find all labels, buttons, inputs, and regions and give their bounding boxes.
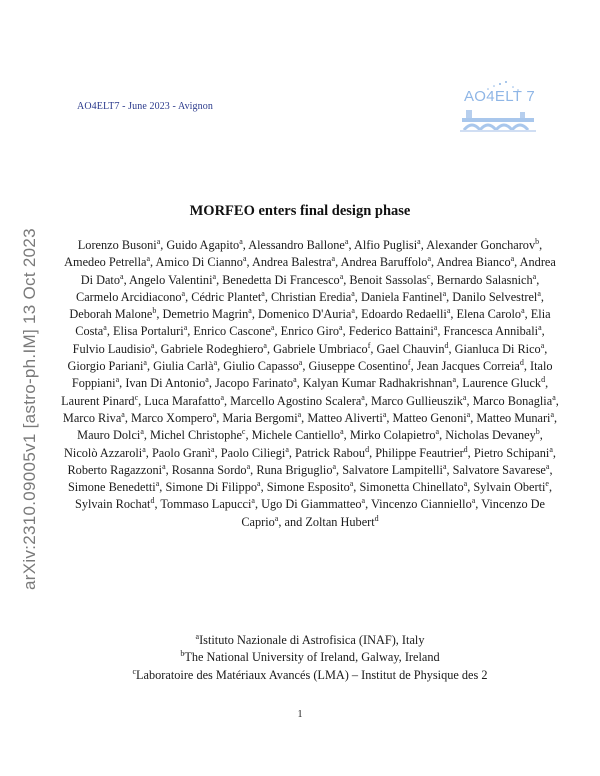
author-name bbox=[166, 238, 242, 252]
author-name bbox=[248, 238, 348, 252]
author-text: Matteo Genoni bbox=[392, 410, 467, 425]
author-text: Alexander Goncharov bbox=[426, 238, 536, 252]
author-text: Vincenzo Cianniello bbox=[371, 497, 472, 512]
author-affiliation-mark: a bbox=[156, 236, 161, 246]
author-name bbox=[371, 497, 475, 511]
author-text: Salvatore Savarese bbox=[452, 462, 546, 477]
author-name bbox=[307, 411, 386, 425]
author-affiliation-mark: c bbox=[241, 427, 246, 437]
author-text: Marco Bonaglia bbox=[472, 393, 553, 408]
author-affiliation-mark: b bbox=[535, 427, 540, 437]
author-affiliation-mark: a bbox=[120, 271, 124, 281]
author-name bbox=[350, 428, 439, 442]
author-affiliation-mark: a bbox=[462, 392, 467, 402]
author-name bbox=[131, 411, 216, 425]
author-affiliation-mark: a bbox=[121, 409, 125, 419]
author-text: Laurent Pinard bbox=[61, 393, 135, 408]
author-text: Gianluca Di Rico bbox=[454, 341, 541, 356]
author-name bbox=[163, 307, 252, 321]
author-text: Angelo Valentini bbox=[129, 272, 213, 287]
author-name bbox=[67, 359, 147, 373]
author-text: Amico Di Cianno bbox=[155, 255, 243, 270]
author-affiliation-mark: d bbox=[444, 340, 449, 350]
author-text: Simone Di Filippo bbox=[165, 480, 257, 495]
author-name bbox=[361, 290, 446, 304]
author-text: Giorgio Pariani bbox=[67, 359, 144, 374]
author-affiliation-mark: a bbox=[293, 375, 297, 385]
author-affiliation-mark: a bbox=[332, 461, 337, 471]
author-affiliation-mark: a bbox=[538, 323, 542, 333]
author-name bbox=[161, 342, 267, 356]
author-affiliation-mark: a bbox=[239, 236, 243, 246]
author-text: Elena Carolo bbox=[456, 307, 522, 322]
author-name bbox=[473, 394, 556, 408]
author-name bbox=[75, 497, 154, 511]
author-affiliation-mark: a bbox=[246, 461, 251, 471]
arxiv-identifier: arXiv:2310.09005v1 [astro-ph.IM] 13 Oct 2023 bbox=[20, 228, 39, 590]
author-affiliation-mark: a bbox=[248, 306, 252, 316]
author-name bbox=[437, 273, 537, 287]
author-text: Laurence Gluck bbox=[462, 376, 542, 391]
author-affiliation-mark: a bbox=[270, 323, 275, 333]
author-text: Alfio Puglisi bbox=[353, 238, 418, 252]
author-affiliation-mark: a bbox=[349, 479, 354, 489]
author-affiliation-mark: a bbox=[331, 254, 336, 264]
author-affiliation-mark: a bbox=[550, 409, 555, 419]
author-text: Giulio Capasso bbox=[223, 359, 299, 374]
author-name bbox=[455, 342, 545, 356]
author-affiliation-mark: a bbox=[417, 236, 421, 246]
author-affiliation-mark: a bbox=[142, 444, 146, 454]
author-affiliation-mark: a bbox=[339, 323, 343, 333]
author-name bbox=[281, 324, 343, 338]
author-affiliation-mark: d bbox=[463, 444, 468, 454]
author-text: Nicholas Devaney bbox=[445, 428, 536, 443]
author-name bbox=[267, 480, 354, 494]
author-text: Andrea Balestra bbox=[251, 255, 332, 270]
author-name bbox=[61, 394, 138, 408]
author-affiliation-mark: a bbox=[435, 427, 440, 437]
author-name bbox=[444, 324, 542, 338]
author-text: Jacopo Farinato bbox=[214, 376, 294, 391]
author-text: Matteo Munari bbox=[476, 410, 551, 425]
author-name bbox=[76, 290, 185, 304]
author-affiliation-mark: f bbox=[367, 340, 371, 350]
affiliation-key: a bbox=[195, 631, 200, 641]
author-text: Michel Christophe bbox=[150, 428, 242, 443]
author-affiliation-mark: a bbox=[521, 306, 525, 316]
author-affiliation-mark: a bbox=[285, 444, 289, 454]
affiliation-text: Laboratoire des Matériaux Avancés (LMA) – Institut de Physique des 2 bbox=[136, 667, 488, 682]
author-text: Fulvio Laudisio bbox=[72, 341, 151, 356]
author-affiliation-mark: a bbox=[220, 392, 224, 402]
author-name bbox=[453, 463, 550, 477]
author-affiliation-mark: a bbox=[212, 409, 217, 419]
author-text: Italo Foppiani bbox=[71, 359, 553, 391]
author-text: Maria Bergomi bbox=[222, 410, 298, 425]
author-affiliation-mark: a bbox=[213, 357, 218, 367]
author-affiliation-mark: b bbox=[535, 236, 540, 246]
author-affiliation-mark: a bbox=[340, 427, 344, 437]
author-name bbox=[222, 273, 343, 287]
author-name bbox=[473, 480, 549, 494]
author-text: Gabriele Umbriaco bbox=[273, 341, 368, 356]
author-affiliation-mark: a bbox=[274, 513, 279, 523]
author-text: Deborah Malone bbox=[69, 307, 153, 322]
author-affiliation-mark: a bbox=[297, 409, 302, 419]
author-text: Vincenzo De Caprio bbox=[241, 497, 546, 529]
author-affiliation-mark: d bbox=[541, 375, 546, 385]
author-affiliation-mark: a bbox=[382, 409, 387, 419]
author-name bbox=[165, 480, 260, 494]
author-text: Simone Esposito bbox=[266, 480, 350, 495]
author-affiliation-mark: a bbox=[181, 288, 186, 298]
author-text: Benedetta Di Francesco bbox=[222, 272, 340, 287]
author-affiliation-mark: a bbox=[446, 306, 451, 316]
author-text: Giuseppe Cosentino bbox=[308, 359, 408, 374]
author-text: Giulia Carlà bbox=[153, 359, 214, 374]
affiliation-key: b bbox=[180, 649, 185, 659]
author-name bbox=[191, 290, 265, 304]
author-text: Federico Battaini bbox=[348, 324, 434, 339]
author-text: Patrick Rabou bbox=[295, 445, 366, 460]
author-affiliation-mark: a bbox=[344, 236, 349, 246]
author-text: Danilo Selvestrel bbox=[452, 289, 538, 304]
affiliation-line bbox=[60, 632, 560, 649]
author-affiliation-mark: a bbox=[361, 496, 366, 506]
author-name bbox=[150, 428, 245, 442]
author-text: Domenico D'Auria bbox=[257, 307, 352, 322]
author-affiliation-mark: a bbox=[115, 375, 120, 385]
author-affiliation-mark: d bbox=[150, 496, 155, 506]
author-affiliation-mark: a bbox=[537, 288, 541, 298]
affiliation-line bbox=[60, 667, 560, 684]
author-affiliation-mark: a bbox=[442, 288, 447, 298]
affiliation-text: The National University of Ireland, Galway, Ireland bbox=[184, 650, 440, 665]
author-affiliation-mark: a bbox=[552, 392, 556, 402]
author-text: Roberto Ragazzoni bbox=[67, 462, 163, 477]
author-text: Simonetta Chinellato bbox=[359, 480, 464, 495]
author-affiliation-mark: a bbox=[162, 461, 166, 471]
author-text: Ugo Di Giammatteo bbox=[261, 497, 362, 512]
author-name bbox=[215, 376, 297, 390]
author-affiliation-mark: a bbox=[549, 444, 553, 454]
author-text: Kalyan Kumar Radhakrishnan bbox=[302, 376, 453, 391]
author-affiliation-mark: a bbox=[532, 271, 537, 281]
author-affiliation-mark: a bbox=[205, 375, 209, 385]
affiliation-key: c bbox=[132, 666, 137, 676]
author-text: Christian Eredia bbox=[270, 289, 352, 304]
page-number: 1 bbox=[297, 709, 303, 720]
author-name bbox=[349, 273, 430, 287]
author-text: Andrea Bianco bbox=[436, 255, 511, 270]
author-text: Amedeo Petrella bbox=[64, 255, 147, 270]
author-name bbox=[258, 307, 355, 321]
author-name bbox=[125, 376, 209, 390]
author-text: Marco Xompero bbox=[131, 410, 213, 425]
author-name bbox=[417, 359, 524, 373]
author-name bbox=[77, 428, 144, 442]
author-text: Sylvain Rochat bbox=[74, 497, 151, 512]
author-affiliation-mark: a bbox=[140, 427, 144, 437]
author-name bbox=[474, 446, 553, 460]
author-name bbox=[354, 238, 421, 252]
author-name bbox=[252, 428, 344, 442]
author-name bbox=[193, 324, 274, 338]
author-affiliation-mark: a bbox=[540, 340, 545, 350]
author-text: Enrico Giro bbox=[280, 324, 340, 339]
affiliation-line bbox=[60, 649, 560, 666]
author-name bbox=[156, 255, 247, 269]
author-affiliation-mark: a bbox=[463, 479, 468, 489]
author-affiliation-mark: a bbox=[339, 271, 344, 281]
affiliation-list bbox=[60, 632, 560, 684]
author-affiliation-mark: a bbox=[257, 479, 261, 489]
author-name bbox=[273, 342, 370, 356]
author-affiliation-mark: e bbox=[545, 479, 549, 489]
author-affiliation-mark: a bbox=[433, 323, 438, 333]
author-text: Edoardo Redaelli bbox=[361, 307, 447, 322]
author-name bbox=[129, 273, 216, 287]
author-text: Runa Briguglio bbox=[256, 462, 333, 477]
author-affiliation-mark: a bbox=[242, 254, 247, 264]
author-affiliation-mark: a bbox=[150, 340, 155, 350]
author-name bbox=[393, 411, 471, 425]
author-name bbox=[221, 446, 289, 460]
author-name bbox=[295, 446, 369, 460]
author-affiliation-mark: a bbox=[212, 271, 217, 281]
author-text: Marco Riva bbox=[62, 410, 122, 425]
author-text: Zoltan Hubert bbox=[305, 514, 375, 529]
author-affiliation-mark: d bbox=[519, 357, 524, 367]
author-text: Enrico Cascone bbox=[193, 324, 271, 339]
author-text: Gael Chauvin bbox=[376, 341, 445, 356]
author-name bbox=[223, 359, 302, 373]
author-affiliation-mark: a bbox=[442, 461, 447, 471]
author-affiliation-mark: a bbox=[427, 254, 432, 264]
author-name bbox=[476, 411, 554, 425]
author-name bbox=[361, 307, 450, 321]
author-name bbox=[144, 394, 224, 408]
author-text: Marcello Agostino Scalera bbox=[230, 393, 362, 408]
author-text: Simone Benedetti bbox=[67, 480, 156, 495]
author-text: Marco Gullieuszik bbox=[371, 393, 463, 408]
author-text: Andrea Di Dato bbox=[80, 255, 556, 287]
author-text: Michele Cantiello bbox=[251, 428, 341, 443]
author-text: Pietro Schipani bbox=[473, 445, 550, 460]
author-affiliation-mark: a bbox=[103, 323, 107, 333]
author-text: Elia Costa bbox=[75, 307, 551, 339]
paper-title: MORFEO enters final design phase bbox=[189, 203, 411, 219]
author-name bbox=[341, 255, 431, 269]
author-name bbox=[256, 463, 336, 477]
author-text: Francesca Annibali bbox=[443, 324, 539, 339]
author-affiliation-mark: d bbox=[365, 444, 370, 454]
author-name bbox=[63, 411, 125, 425]
author-text: Rosanna Sordo bbox=[171, 462, 247, 477]
author-text: Benoit Sassolas bbox=[349, 272, 427, 287]
author-affiliation-mark: a bbox=[263, 340, 267, 350]
author-text: Daniela Fantinel bbox=[360, 289, 443, 304]
author-text: Matteo Aliverti bbox=[307, 410, 383, 425]
author-name bbox=[68, 480, 159, 494]
author-affiliation-mark: a bbox=[351, 288, 355, 298]
author-name bbox=[172, 463, 250, 477]
author-text: Paolo Granì bbox=[151, 445, 212, 460]
author-text: Gabriele Rodeghiero bbox=[160, 341, 264, 356]
author-text: Philippe Feautrier bbox=[375, 445, 464, 460]
author-text: Mauro Dolci bbox=[77, 428, 141, 443]
author-text: Bernardo Salasnich bbox=[436, 272, 533, 287]
author-name bbox=[64, 255, 150, 269]
author-name bbox=[457, 307, 525, 321]
author-name bbox=[69, 307, 156, 321]
affiliation-text: Istituto Nazionale di Astrofisica (INAF), Italy bbox=[199, 633, 425, 647]
author-list: Lorenzo Busoni$^a$, Guido Agapito$^a$, Alessandro Ballone$^a$, Alfio Puglisi$^a$, Alexander Goncharov$^b$, Amedeo Petrella$^a$, Amico Di Cianno$^a$, Andrea Balestra$^a$, Andrea Baruffolo$^a$, Andrea Bianco$^a$, Andrea Di Dato$^a$, Angelo Valentini$^a$, Benedetta Di Francesco$^a$, Benoit Sassolas$^c$, Bernardo Salasnich$^a$, Carmelo Arcidiacono$^a$, Cédric Plantet$^a$, Christian Eredia$^a$, Daniela Fantinel$^a$, Danilo Selvestrel$^a$, Deborah Malone$^b$, Demetrio Magrin$^a$, Domenico D'Auria$^a$, Edoardo Redaelli$^a$, Elena Carolo$^a$, Elia Costa$^a$, Elisa Portaluri$^a$, Enrico Cascone$^a$, Enrico Giro$^a$, Federico Battaini$^a$, Francesca Annibali$^a$, Fulvio Laudisio$^a$, Gabriele Rodeghiero$^a$, Gabriele Umbriaco$^f$, Gael Chauvin$^d$, Gianluca Di Rico$^a$, Giorgio Pariani$^a$, Giulia Carlà$^a$, Giulio Capasso$^a$, Giuseppe Cosentino$^f$, Jean Jacques Correia$^d$, Italo Foppiani$^a$, Ivan Di Antonio$^a$, Jacopo Farinato$^a$, Kalyan Kumar Radhakrishnan$^a$, Laurence Gluck$^d$, Laurent Pinard$^c$, Luca Marafatto$^a$, Marcello Agostino Scalera$^a$, Marco Gullieuszik$^a$, Marco Bonaglia$^a$, Marco Riva$^a$, Marco Xompero$^a$, Maria Bergomi$^a$, Matteo Aliverti$^a$, Matteo Genoni$^a$, Matteo Munari$^a$, Mauro Dolci$^a$, Michel Christophe$^c$, Michele Cantiello$^a$, Mirko Colapietro$^a$, Nicholas Devaney$^b$, Nicolò Azzaroli$^a$, Paolo Granì$^a$, Paolo Ciliegi$^a$, Patrick Rabou$^d$, Philippe Feautrier$^d$, Pietro Schipani$^a$, Roberto Ragazzoni$^a$, Rosanna Sordo$^a$, Runa Briguglio$^a$, Salvatore Lampitelli$^a$, Salvatore Savarese$^a$, Simone Benedetti$^a$, Simone Di Filippo$^a$, Simone Esposito$^a$, Simonetta Chinellato$^a$, Sylvain Oberti$^e$, Sylvain Rochat$^d$, Tommaso Lapucci$^a$, Ugo Di Giammatteo$^a$, Vincenzo Cianniello$^a$, Vincenzo De Caprio$^a$, and Zoltan Hubert$^d$ bbox=[61, 236, 559, 529]
author-name bbox=[375, 446, 467, 460]
conference-header: AO4ELT7 - June 2023 - Avignon bbox=[77, 101, 213, 112]
arxiv-sidebar bbox=[0, 190, 40, 610]
author-name bbox=[230, 394, 365, 408]
author-name bbox=[152, 446, 215, 460]
author-name bbox=[252, 255, 335, 269]
author-text: Sylvain Oberti bbox=[473, 480, 546, 495]
author-affiliation-mark: a bbox=[146, 254, 151, 264]
author-name bbox=[222, 411, 301, 425]
author-affiliation-mark: a bbox=[155, 479, 160, 489]
author-affiliation-mark: c bbox=[426, 271, 431, 281]
author-text: Carmelo Arcidiacono bbox=[76, 289, 182, 304]
author-name bbox=[303, 376, 456, 390]
author-name bbox=[73, 342, 155, 356]
author-text: Mirko Colapietro bbox=[349, 428, 436, 443]
author-name bbox=[349, 324, 438, 338]
author-affiliation-mark: a bbox=[466, 409, 471, 419]
author-text: Salvatore Lampitelli bbox=[342, 462, 443, 477]
author-name bbox=[305, 515, 378, 529]
author-affiliation-mark: c bbox=[134, 392, 139, 402]
author-name bbox=[271, 290, 355, 304]
author-text: Alessandro Ballone bbox=[248, 238, 345, 252]
author-text: Nicolò Azzaroli bbox=[64, 445, 143, 460]
author-affiliation-mark: f bbox=[407, 357, 411, 367]
author-name bbox=[309, 359, 411, 373]
author-name bbox=[452, 290, 541, 304]
author-affiliation-mark: b bbox=[152, 306, 157, 316]
author-text: Lorenzo Busoni bbox=[77, 238, 157, 252]
author-affiliation-mark: a bbox=[510, 254, 515, 264]
author-text: Jean Jacques Correia bbox=[416, 359, 520, 374]
author-name bbox=[64, 446, 146, 460]
conference-logo bbox=[458, 80, 538, 136]
author-name bbox=[426, 238, 539, 252]
author-text: Paolo Ciliegi bbox=[220, 445, 286, 460]
author-affiliation-mark: d bbox=[374, 513, 379, 523]
author-name bbox=[445, 428, 540, 442]
author-affiliation-mark: a bbox=[183, 323, 188, 333]
author-affiliation-mark: a bbox=[471, 496, 476, 506]
author-name bbox=[261, 497, 365, 511]
author-affiliation-mark: a bbox=[211, 444, 215, 454]
author-affiliation-mark: a bbox=[298, 357, 303, 367]
author-text: Luca Marafatto bbox=[144, 393, 221, 408]
author-text: Andrea Baruffolo bbox=[340, 255, 428, 270]
author-text: Guido Agapito bbox=[166, 238, 240, 252]
author-text: Elisa Portaluri bbox=[112, 324, 184, 339]
author-affiliation-mark: a bbox=[361, 392, 365, 402]
author-affiliation-mark: a bbox=[261, 288, 265, 298]
author-name bbox=[153, 359, 217, 373]
author-affiliation-mark: a bbox=[251, 496, 255, 506]
author-affiliation-mark: a bbox=[545, 461, 550, 471]
author-name bbox=[437, 255, 515, 269]
author-text: Demetrio Magrin bbox=[162, 307, 249, 322]
author-name bbox=[359, 480, 467, 494]
author-text: Cédric Plantet bbox=[191, 289, 262, 304]
author-name bbox=[342, 463, 446, 477]
author-text: Ivan Di Antonio bbox=[125, 376, 206, 391]
author-text: Tommaso Lapucci bbox=[160, 497, 252, 512]
author-name bbox=[113, 324, 187, 338]
author-name bbox=[67, 463, 165, 477]
author-affiliation-mark: a bbox=[452, 375, 457, 385]
author-name bbox=[377, 342, 449, 356]
author-affiliation-mark: a bbox=[351, 306, 355, 316]
author-name bbox=[371, 394, 466, 408]
author-name bbox=[160, 497, 255, 511]
logo-text: AO4ELT 7 bbox=[464, 88, 536, 105]
author-affiliation-mark: a bbox=[143, 357, 147, 367]
author-name bbox=[462, 376, 545, 390]
author-name bbox=[78, 238, 160, 252]
